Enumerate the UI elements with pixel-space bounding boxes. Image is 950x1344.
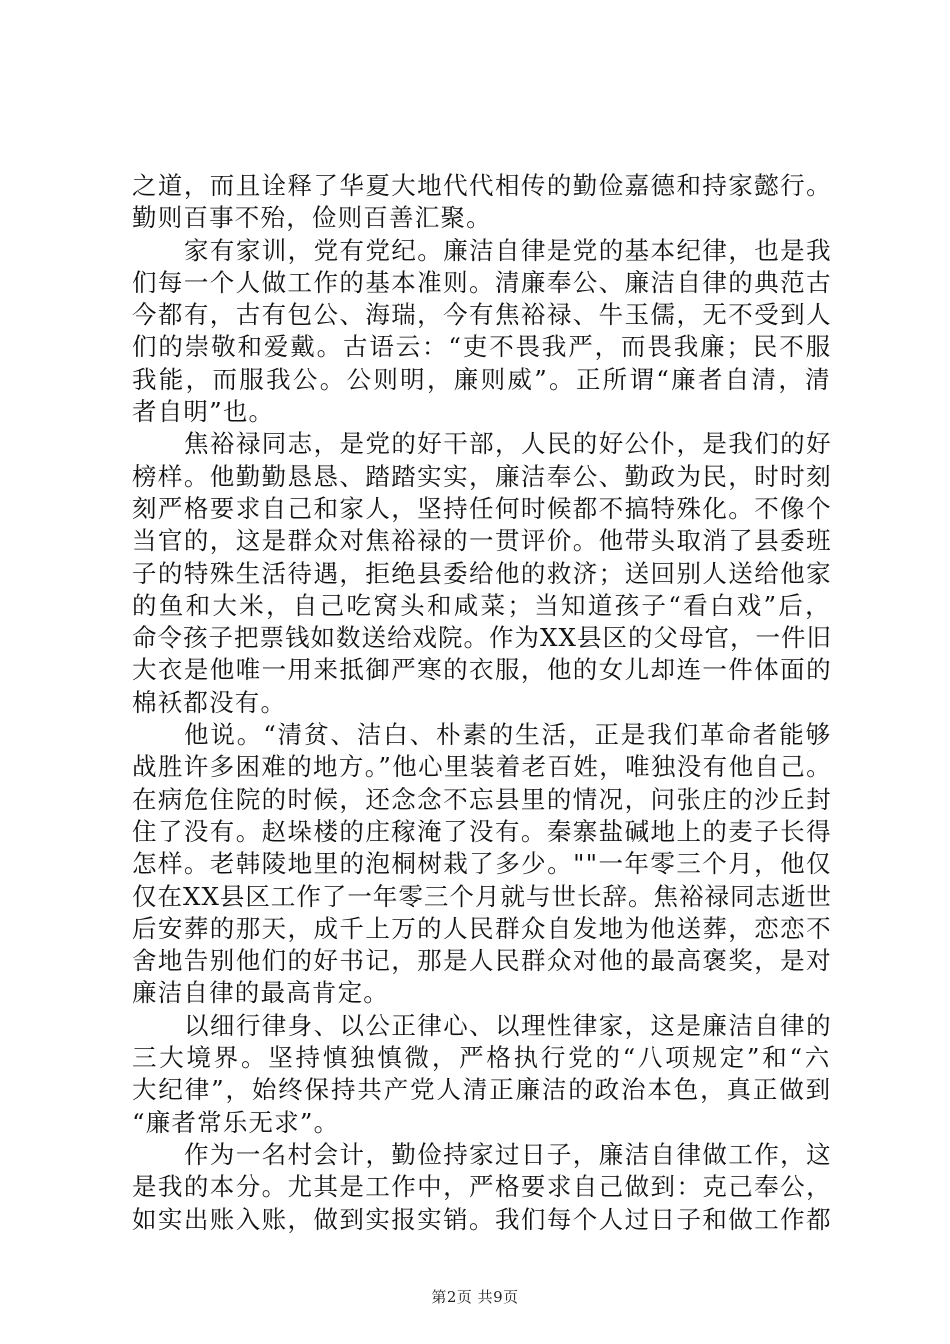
text-line: 大纪律”，始终保持共产党人清正廉洁的政治本色，真正做到 [132, 1075, 832, 1105]
page-footer: 第2页 共9页 [431, 1288, 519, 1306]
paragraph [132, 1010, 832, 1139]
paragraph [132, 719, 832, 1010]
text-line: 他说。“清贫、洁白、朴素的生活，正是我们革命者能够 [184, 720, 832, 750]
text-line: “廉者常乐无求”。 [132, 1107, 340, 1137]
text-line: 命令孩子把票钱如数送给戏院。作为XX县区的父母官，一件旧 [132, 623, 832, 653]
text-line: 榜样。他勤勤恳恳、踏踏实实，廉洁奉公、勤政为民，时时刻 [132, 461, 832, 491]
text-line: 廉洁自律的最高肯定。 [132, 978, 389, 1008]
paragraph [132, 1139, 832, 1236]
text-line: 今都有，古有包公、海瑞，今有焦裕禄、牛玉儒，无不受到人 [132, 300, 832, 330]
paragraph [132, 428, 832, 719]
text-line: 当官的，这是群众对焦裕禄的一贯评价。他带头取消了县委班 [132, 526, 832, 556]
text-line: 如实出账入账，做到实报实销。我们每个人过日子和做工作都 [132, 1204, 832, 1234]
text-line: 舍地告别他们的好书记，那是人民群众对他的最高褒奖，是对 [132, 946, 832, 976]
text-line: 仅在XX县区工作了一年零三个月就与世长辞。焦裕禄同志逝世 [132, 881, 832, 911]
paragraph [132, 235, 832, 429]
text-line: 子的特殊生活待遇，拒绝县委给他的救济；送回别人送给他家 [132, 558, 832, 588]
text-line: 们的崇敬和爱戴。古语云：“吏不畏我严，而畏我廉；民不服 [132, 332, 832, 362]
text-line: 战胜许多困难的地方。”他心里装着老百姓，唯独没有他自己。 [132, 752, 832, 782]
document-body [132, 170, 832, 1236]
text-line: 者自明”也。 [132, 397, 275, 427]
paragraph [132, 170, 832, 235]
text-line: 作为一名村会计，勤俭持家过日子，廉洁自律做工作，这 [184, 1139, 832, 1169]
text-line: 的鱼和大米，自己吃窝头和咸菜；当知道孩子“看白戏”后， [132, 590, 832, 620]
text-line: 是我的本分。尤其是工作中，严格要求自己做到：克己奉公， [132, 1172, 832, 1202]
text-line: 们每一个人做工作的基本准则。清廉奉公、廉洁自律的典范古 [132, 267, 832, 297]
text-line: 棉袄都没有。 [132, 687, 287, 717]
text-line: 三大境界。坚持慎独慎微，严格执行党的“八项规定”和“六 [132, 1043, 832, 1073]
text-line: 怎样。老韩陵地里的泡桐树栽了多少。""一年零三个月，他仅 [132, 849, 832, 879]
text-line: 住了没有。赵垛楼的庄稼淹了没有。秦寨盐碱地上的麦子长得 [132, 816, 832, 846]
text-line: 勤则百事不殆，俭则百善汇聚。 [132, 203, 492, 233]
text-line: 我能，而服我公。公则明，廉则威”。正所谓“廉者自清，清 [132, 364, 832, 394]
text-line: 焦裕禄同志，是党的好干部，人民的好公仆，是我们的好 [184, 429, 832, 459]
text-line: 以细行律身、以公正律心、以理性律家，这是廉洁自律的 [184, 1010, 832, 1040]
text-line: 大衣是他唯一用来抵御严寒的衣服，他的女儿却连一件体面的 [132, 655, 832, 685]
text-line: 之道，而且诠释了华夏大地代代相传的勤俭嘉德和持家懿行。 [132, 171, 832, 200]
text-line: 在病危住院的时候，还念念不忘县里的情况，问张庄的沙丘封 [132, 784, 832, 814]
text-line: 刻严格要求自己和家人，坚持任何时候都不搞特殊化。不像个 [132, 493, 832, 523]
text-line: 家有家训，党有党纪。廉洁自律是党的基本纪律，也是我 [184, 235, 832, 265]
text-line: 后安葬的那天，成千上万的人民群众自发地为他送葬，恋恋不 [132, 913, 832, 943]
